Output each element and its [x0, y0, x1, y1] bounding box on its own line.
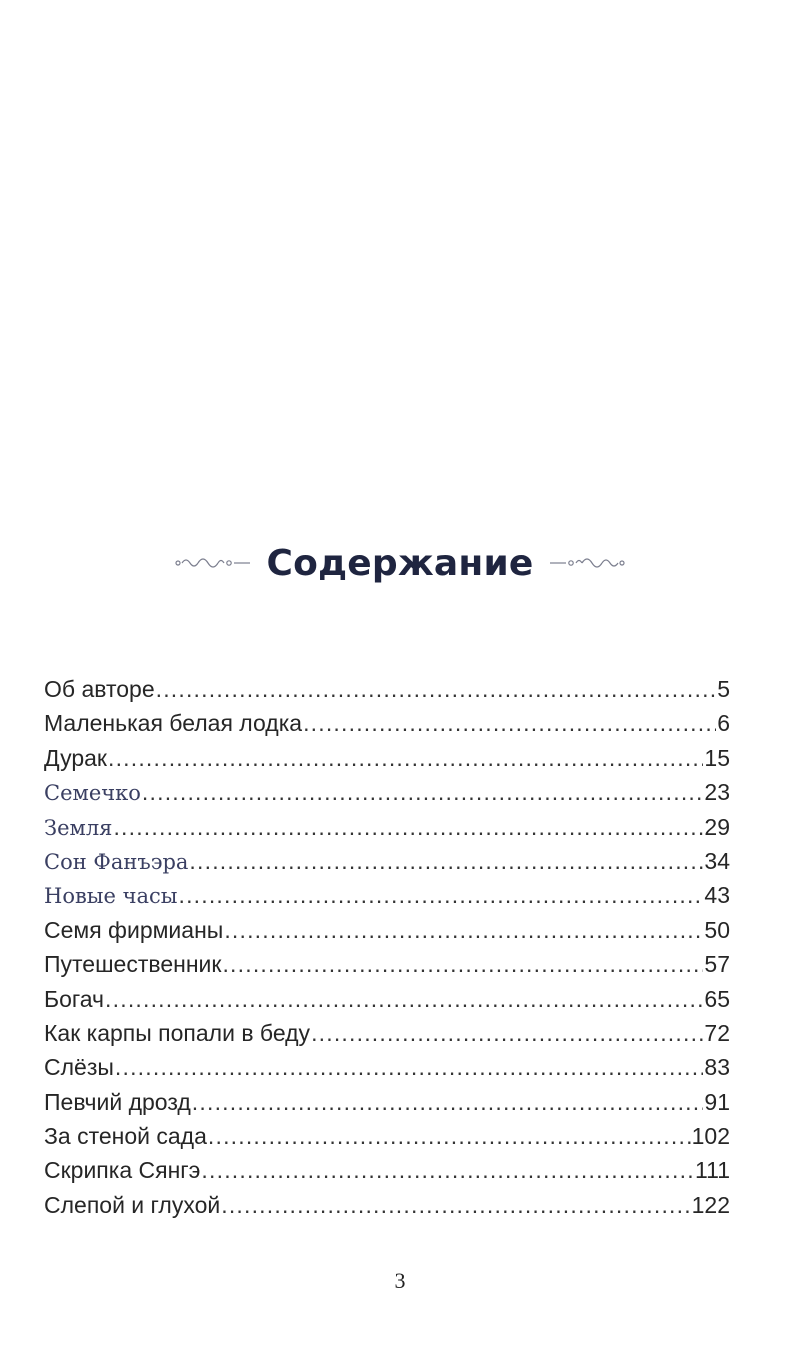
toc-entry — [44, 1188, 730, 1222]
toc-entry-page: 6 — [717, 710, 730, 737]
toc-entry-page: 111 — [695, 1157, 730, 1184]
toc-entry — [44, 1050, 730, 1084]
toc-entry-title: Семечко — [44, 781, 141, 806]
dot-leader — [115, 1050, 704, 1084]
dot-leader — [311, 1016, 703, 1050]
toc-entry-page: 72 — [704, 1019, 730, 1046]
toc-entry-page: 102 — [691, 1123, 730, 1150]
dot-leader — [189, 844, 703, 878]
toc-entry-page: 43 — [704, 882, 730, 909]
toc-heading — [0, 533, 800, 593]
page-number: 3 — [394, 1268, 406, 1293]
dot-leader — [178, 878, 703, 912]
dot-leader — [208, 1119, 691, 1153]
dot-leader — [105, 982, 703, 1016]
right-ornament-flourish-icon — [548, 551, 628, 575]
toc-entry — [44, 878, 730, 912]
left-ornament-flourish-icon — [172, 551, 252, 575]
toc-entry — [44, 1119, 730, 1153]
toc-entry-title: За стеной сада — [44, 1123, 207, 1150]
toc-entry-page: 50 — [704, 916, 730, 943]
toc-title: Содержание — [266, 542, 534, 584]
toc-entry-title: Сон Фанъэра — [44, 849, 189, 874]
toc-entry-title: Маленькая белая лодка — [44, 710, 303, 737]
toc-entry-title: Как карпы попали в беду — [44, 1019, 311, 1046]
toc-entry — [44, 810, 730, 844]
toc-list — [44, 672, 730, 1222]
toc-entry-title: Богач — [44, 985, 105, 1012]
toc-entry-title: Дурак — [44, 744, 107, 771]
toc-entry — [44, 947, 730, 981]
toc-entry — [44, 706, 730, 740]
dot-leader — [221, 1188, 690, 1222]
toc-entry-title: Слепой и глухой — [44, 1191, 221, 1218]
dot-leader — [156, 672, 717, 706]
toc-entry-page: 5 — [717, 676, 730, 702]
toc-entry — [44, 775, 730, 809]
toc-entry — [44, 1016, 730, 1050]
toc-entry-title: Певчий дрозд — [44, 1088, 191, 1115]
toc-entry-title: Скрипка Сянгэ — [44, 1157, 201, 1184]
toc-entry-title: Слёзы — [44, 1054, 114, 1081]
dot-leader — [224, 913, 703, 947]
toc-entry-page: 122 — [691, 1191, 730, 1218]
dot-leader — [108, 741, 703, 775]
toc-entry-page: 23 — [704, 779, 730, 806]
toc-entry-title: Семя фирмианы — [44, 916, 224, 943]
toc-entry-page: 83 — [704, 1054, 730, 1081]
toc-entry-page: 91 — [704, 1088, 730, 1115]
toc-entry-title: Путешественник — [44, 951, 222, 978]
dot-leader — [142, 775, 703, 809]
toc-entry — [44, 1153, 730, 1187]
dot-leader — [192, 1085, 704, 1119]
toc-entry-page: 65 — [704, 985, 730, 1012]
toc-entry-page: 57 — [704, 951, 730, 978]
toc-entry-title: Об авторе — [44, 676, 155, 702]
dot-leader — [113, 810, 703, 844]
toc-entry — [44, 741, 730, 775]
toc-entry — [44, 672, 730, 706]
toc-entry-page: 15 — [704, 744, 730, 771]
dot-leader — [303, 706, 716, 740]
toc-entry-page: 34 — [704, 847, 730, 874]
toc-entry-title: Земля — [44, 815, 113, 840]
toc-entry — [44, 1085, 730, 1119]
toc-entry-title: Новые часы — [44, 884, 178, 909]
toc-entry — [44, 844, 730, 878]
dot-leader — [201, 1153, 694, 1187]
toc-entry-page: 29 — [704, 813, 730, 840]
toc-entry — [44, 913, 730, 947]
dot-leader — [222, 947, 703, 981]
toc-entry — [44, 982, 730, 1016]
